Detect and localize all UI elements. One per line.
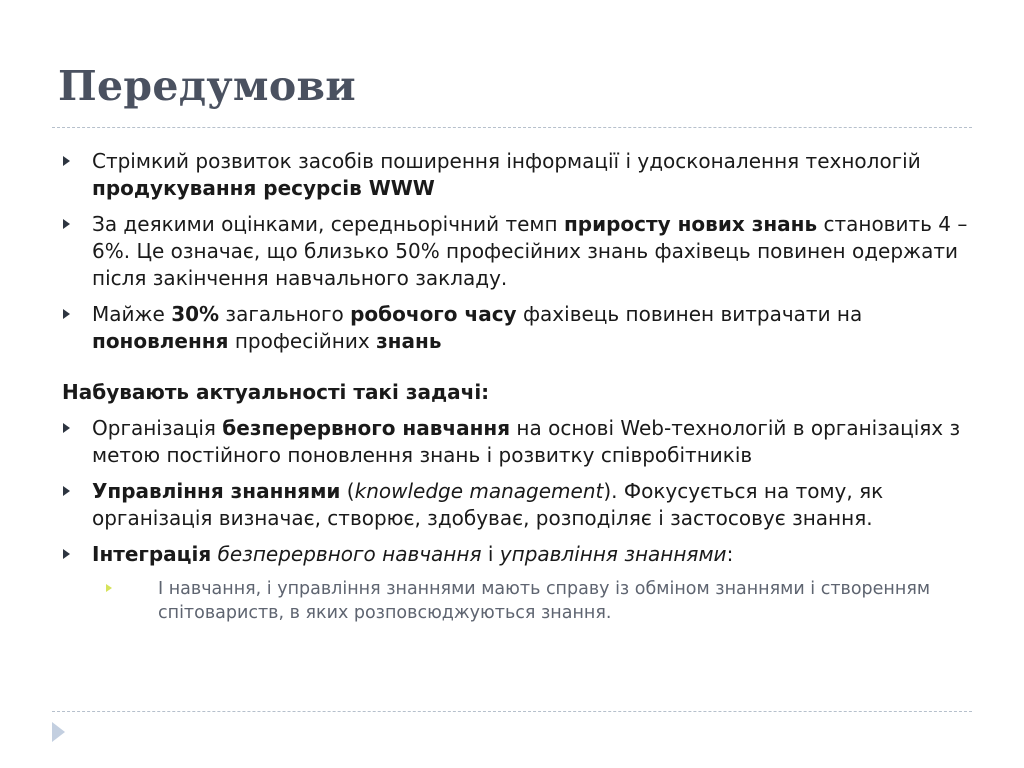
bullet-bold-text: 30%: [171, 302, 220, 326]
bullet-triangle-icon: [63, 423, 70, 433]
next-slide-icon[interactable]: [52, 722, 65, 742]
task-item: [60, 541, 970, 568]
bullet-text: фахівець повинен витрачати на: [516, 302, 863, 326]
bullet-triangle-icon: [63, 549, 70, 559]
bullet-bold-text: поновлення: [92, 329, 229, 353]
bullet-triangle-icon: [63, 309, 70, 319]
task-item: [60, 415, 970, 469]
bullet-text: За деякими оцінками, середньорічний темп: [92, 212, 564, 236]
task-bold-text: безперервного навчання: [222, 416, 511, 440]
bullet-triangle-icon: [63, 156, 70, 166]
bullet-text: професійних: [228, 329, 377, 353]
bullet-bold-text: робочого часу: [350, 302, 517, 326]
footer-divider: [52, 711, 972, 712]
task-item: [60, 478, 970, 532]
bullet-text: Стрімкий розвиток засобів поширення інформації і удосконалення технологій: [92, 149, 921, 173]
bullet-bold-text: знань: [376, 329, 442, 353]
task-text: :: [726, 542, 734, 566]
task-italic-text: knowledge management: [354, 479, 604, 503]
bullet-triangle-icon: [63, 219, 70, 229]
tasks-heading: Набувають актуальності такі задачі:: [62, 380, 490, 404]
bullet-triangle-icon: [63, 486, 70, 496]
bullet-text: становить 4 – 6%. Це означає, що близько 50% професійних знань фахівець повинен одержати після закінчення навчального закладу.: [92, 212, 968, 290]
bullet-bold-text: приросту нових знань: [563, 212, 818, 236]
task-text: Організація: [92, 416, 223, 440]
task-text: на основі Web-технологій в організаціях з метою постійного поновлення знань і розвитку співробітників: [92, 416, 961, 467]
task-bold-text: Управління знаннями: [92, 479, 341, 503]
task-text: і: [481, 542, 500, 566]
bullet-item: [60, 148, 970, 202]
slide-title: Передумови: [58, 62, 356, 110]
sub-bullet-triangle-icon: [106, 584, 112, 592]
sub-bullet-item: [158, 577, 970, 625]
task-italic-text: управління знаннями: [499, 542, 727, 566]
bullet-bold-text: продукування ресурсів WWW: [92, 176, 435, 200]
task-italic-text: безперервного навчання: [217, 542, 482, 566]
task-bold-text: Інтеграція: [92, 542, 212, 566]
task-text: (: [340, 479, 355, 503]
task-text: ). Фокусується на тому, як організація визначає, створює, здобуває, розподіляє і застосовує знання.: [92, 479, 884, 530]
slide-body: [60, 148, 970, 625]
bullet-item: [60, 211, 970, 292]
bullet-text: Майже: [92, 302, 172, 326]
bullet-item: [60, 301, 970, 355]
sub-bullet-text: І навчання, і управління знаннями мають справу із обміном знаннями і створенням спітовариств, в яких розповсюджуються знання.: [158, 579, 931, 623]
bullet-text: загального: [219, 302, 351, 326]
title-divider: [52, 127, 972, 128]
